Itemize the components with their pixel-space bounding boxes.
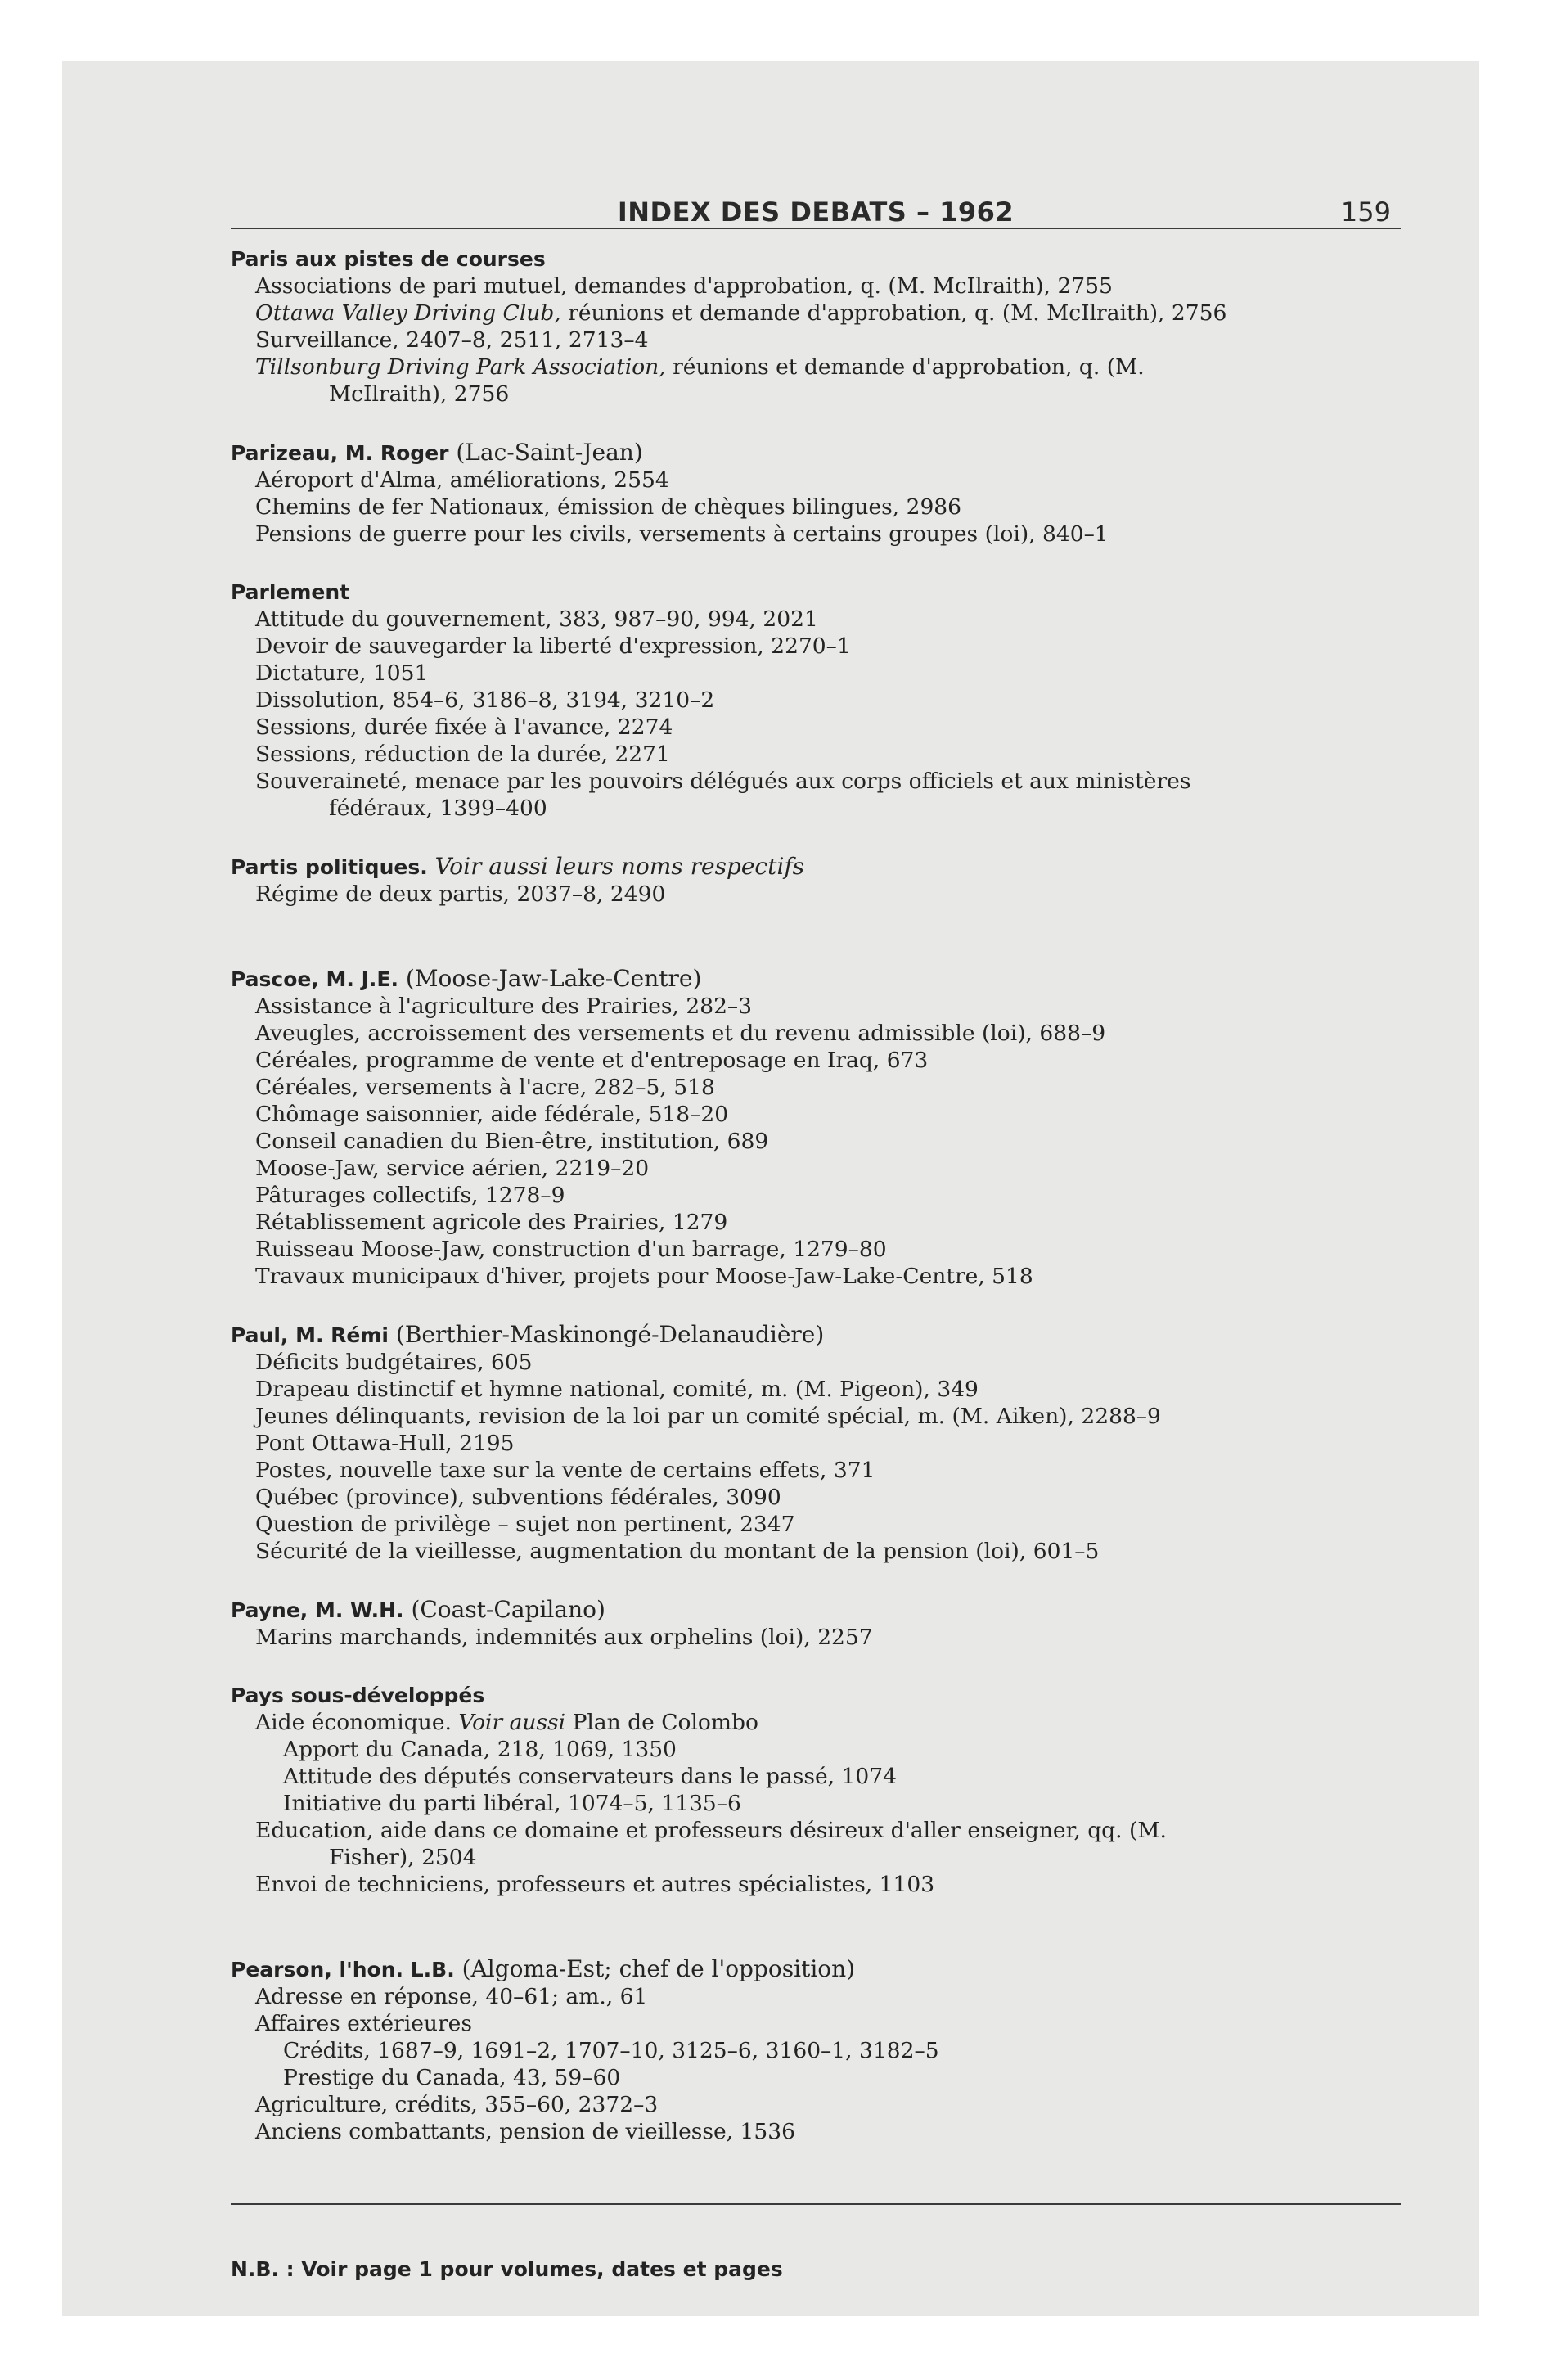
subentry: Ottawa Valley Driving Club, réunions et demande d'approbation, q. (M. McIlraith), 2756 — [255, 300, 1227, 326]
subentry: Affaires extérieures — [255, 2011, 472, 2036]
subentry-continuation: McIlraith), 2756 — [329, 381, 510, 407]
entry-heading: Pays sous-développés — [231, 1684, 485, 1707]
subentry-level2: Crédits, 1687–9, 1691–2, 1707–10, 3125–6, 3160–1, 3182–5 — [283, 2038, 939, 2063]
subentry-level2: Initiative du parti libéral, 1074–5, 1135–6 — [283, 1791, 741, 1816]
subentry: Devoir de sauvegarder la liberté d'expression, 2270–1 — [255, 633, 851, 659]
subentry: Adresse en réponse, 40–61; am., 61 — [255, 1984, 648, 2009]
subentry: Ruisseau Moose-Jaw, construction d'un barrage, 1279–80 — [255, 1237, 887, 1262]
subentry: Anciens combattants, pension de vieillesse, 1536 — [255, 2119, 795, 2144]
header-rule — [231, 228, 1401, 229]
subentry: Québec (province), subventions fédérales, 3090 — [255, 1485, 781, 1510]
footer-rule — [231, 2203, 1401, 2205]
entry-heading: Pascoe, M. J.E. (Moose-Jaw-Lake-Centre) — [231, 965, 702, 992]
entry-paris — [231, 246, 1401, 408]
subentry: Moose-Jaw, service aérien, 2219–20 — [255, 1156, 650, 1181]
subentry: Question de privilège – sujet non pertinent, 2347 — [255, 1512, 795, 1537]
subentry: Conseil canadien du Bien-être, institution, 689 — [255, 1129, 769, 1154]
subentry-continuation: Fisher), 2504 — [329, 1845, 477, 1870]
subentry: Associations de pari mutuel, demandes d'approbation, q. (M. McIlraith), 2755 — [255, 273, 1113, 299]
page-header — [231, 167, 1401, 232]
entry-heading: Parlement — [231, 580, 350, 604]
subentry-level2: Apport du Canada, 218, 1069, 1350 — [283, 1737, 677, 1762]
subentry-level2: Prestige du Canada, 43, 59–60 — [283, 2065, 621, 2090]
entry-pays — [231, 1682, 1401, 1898]
subentry: Travaux municipaux d'hiver, projets pour Moose-Jaw-Lake-Centre, 518 — [255, 1264, 1033, 1289]
subentry: Aide économique. Voir aussi Plan de Colombo — [255, 1710, 758, 1735]
subentry: Souveraineté, menace par les pouvoirs délégués aux corps officiels et aux ministères — [255, 769, 1191, 794]
page-title: INDEX DES DEBATS – 1962 — [617, 196, 1015, 228]
subentry: Education, aide dans ce domaine et professeurs désireux d'aller enseigner, qq. (M. — [255, 1818, 1167, 1843]
scanned-page — [62, 61, 1479, 2316]
subentry: Rétablissement agricole des Prairies, 1279 — [255, 1210, 728, 1235]
entry-parlement — [231, 579, 1401, 822]
subentry: Dissolution, 854–6, 3186–8, 3194, 3210–2 — [255, 687, 715, 713]
entry-heading: Pearson, l'hon. L.B. (Algoma-Est; chef de l'opposition) — [231, 1955, 856, 1982]
subentry: Déficits budgétaires, 605 — [255, 1350, 533, 1375]
entry-payne — [231, 1596, 1401, 1651]
subentry: Surveillance, 2407–8, 2511, 2713–4 — [255, 327, 649, 353]
entry-heading: Parizeau, M. Roger (Lac-Saint-Jean) — [231, 439, 643, 466]
subentry: Pensions de guerre pour les civils, versements à certains groupes (loi), 840–1 — [255, 521, 1109, 547]
subentry: Marins marchands, indemnités aux orphelins (loi), 2257 — [255, 1625, 873, 1650]
subentry: Jeunes délinquants, revision de la loi par un comité spécial, m. (M. Aiken), 2288–9 — [255, 1404, 1161, 1429]
subentry-level2: Attitude des députés conservateurs dans le passé, 1074 — [283, 1764, 897, 1789]
entry-partis — [231, 853, 1401, 908]
entry-parizeau — [231, 439, 1401, 548]
page-number: 159 — [1340, 196, 1391, 228]
subentry: Chômage saisonnier, aide fédérale, 518–20 — [255, 1102, 729, 1127]
entry-paul — [231, 1321, 1401, 1565]
subentry: Pont Ottawa-Hull, 2195 — [255, 1431, 515, 1456]
subentry: Agriculture, crédits, 355–60, 2372–3 — [255, 2092, 659, 2117]
subentry: Aveugles, accroissement des versements et du revenu admissible (loi), 688–9 — [255, 1021, 1106, 1046]
subentry-continuation: fédéraux, 1399–400 — [329, 796, 547, 821]
subentry: Sessions, réduction de la durée, 2271 — [255, 741, 670, 767]
subentry: Céréales, programme de vente et d'entreposage en Iraq, 673 — [255, 1048, 929, 1073]
subentry: Sessions, durée fixée à l'avance, 2274 — [255, 714, 673, 740]
entry-heading: Paris aux pistes de courses — [231, 247, 546, 271]
subentry: Tillsonburg Driving Park Association, réunions et demande d'approbation, q. (M. — [255, 354, 1145, 380]
subentry: Sécurité de la vieillesse, augmentation du montant de la pension (loi), 601–5 — [255, 1539, 1100, 1564]
entry-heading: Paul, M. Rémi (Berthier-Maskinongé-Delanaudière) — [231, 1321, 825, 1348]
subentry: Pâturages collectifs, 1278–9 — [255, 1183, 565, 1208]
footer-note: N.B. : Voir page 1 pour volumes, dates et pages — [231, 2257, 783, 2281]
subentry: Dictature, 1051 — [255, 660, 429, 686]
subentry: Envoi de techniciens, professeurs et autres spécialistes, 1103 — [255, 1872, 935, 1897]
subentry: Drapeau distinctif et hymne national, comité, m. (M. Pigeon), 349 — [255, 1377, 979, 1402]
subentry: Assistance à l'agriculture des Prairies, 282–3 — [255, 994, 753, 1019]
entry-heading: Payne, M. W.H. (Coast-Capilano) — [231, 1596, 605, 1623]
entry-heading: Partis politiques. Voir aussi leurs noms respectifs — [231, 853, 805, 880]
index-entries — [231, 246, 1401, 2176]
subentry: Aéroport d'Alma, améliorations, 2554 — [255, 467, 669, 493]
subentry: Céréales, versements à l'acre, 282–5, 518 — [255, 1075, 715, 1100]
subentry: Régime de deux partis, 2037–8, 2490 — [255, 881, 666, 907]
subentry: Postes, nouvelle taxe sur la vente de certains effets, 371 — [255, 1458, 875, 1483]
entry-pearson — [231, 1955, 1401, 2145]
entry-pascoe — [231, 965, 1401, 1290]
subentry: Chemins de fer Nationaux, émission de chèques bilingues, 2986 — [255, 494, 962, 520]
subentry: Attitude du gouvernement, 383, 987–90, 994, 2021 — [255, 606, 818, 632]
